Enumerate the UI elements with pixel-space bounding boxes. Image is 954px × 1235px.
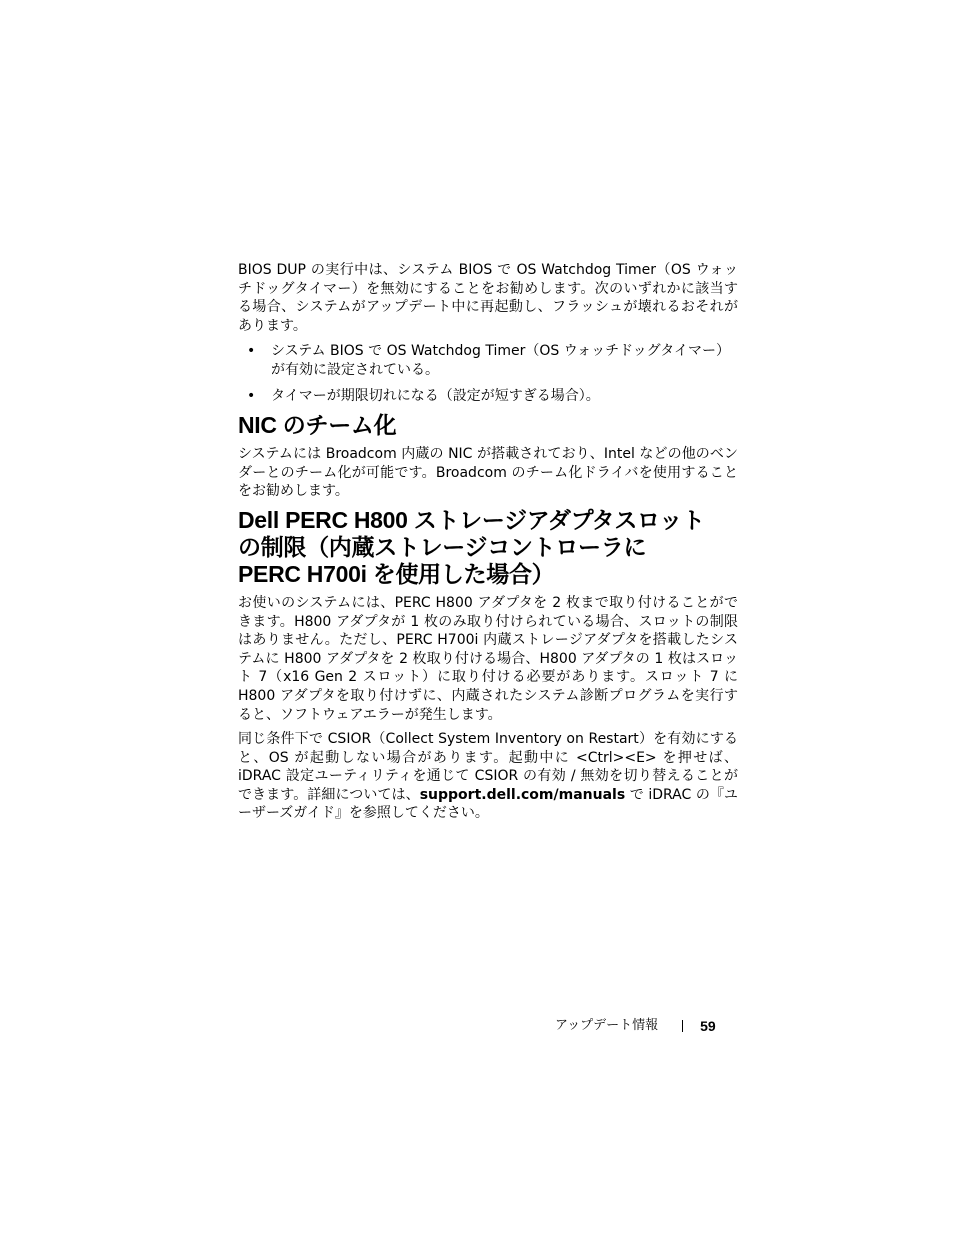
perc-paragraph-2	[238, 730, 738, 823]
bullet-text: システム BIOS で OS Watchdog Timer（OS ウォッチドッグタイマー）が有効に設定されている。	[271, 343, 731, 378]
support-url-link[interactable]: support.dell.com/manuals	[419, 786, 626, 803]
perc-paragraph-2-text-end: で iDRAC の『ユーザーズガイド』を参照してください。	[238, 786, 738, 822]
perc-heading	[238, 507, 738, 588]
list-item	[238, 387, 738, 406]
bullet-list	[238, 342, 738, 405]
perc-heading-line: PERC H700i を使用した場合）	[238, 560, 555, 587]
bullet-icon: •	[247, 343, 256, 360]
list-item	[238, 342, 738, 379]
perc-paragraph-2-text: 同じ条件下で CSIOR（Collect System Inventory on Restart）を有効にすると、OS が起動しない場合があります。起動中に <Ctrl><E> を押せば、iDRAC 設定ユーティリティを通じて CSIOR の有効 / 無効を切り替えることができます。詳細については、	[238, 731, 738, 803]
perc-paragraph-1: お使いのシステムには、PERC H800 アダプタを 2 枚まで取り付けることができます。H800 アダプタが 1 枚のみ取り付けられている場合、スロットの制限はありません。ただし、PERC H700i 内蔵ストレージアダプタを搭載したシステムに H800 アダプタを 2 枚取り付ける場合、H800 アダプタの 1 枚はスロット 7（x16 Gen 2 スロット）に取り付ける必要があります。スロット 7 に H800 アダプタを取り付けずに、内蔵されたシステム診断プログラムを実行すると、ソフトウェアエラーが発生します。	[238, 594, 738, 723]
footer-divider	[682, 1020, 683, 1032]
intro-paragraph: BIOS DUP の実行中は、システム BIOS で OS Watchdog Timer（OS ウォッチドッグタイマー）を無効にすることをお勧めします。次のいずれかに該当する場合、システムがアップデート中に再起動し、フラッシュが壊れるおそれがあります。	[238, 262, 738, 334]
footer-section-title: アップデート情報	[555, 1018, 659, 1033]
perc-heading-line: の制限（内蔵ストレージコントローラに	[238, 533, 647, 560]
nic-heading: NIC のチーム化	[238, 412, 397, 439]
perc-heading-line: Dell PERC H800 ストレージアダプタスロット	[238, 506, 705, 533]
nic-paragraph: システムには Broadcom 内蔵の NIC が搭載されており、Intel などの他のベンダーとのチーム化が可能です。Broadcom のチーム化ドライバを使用することをお勧めします。	[238, 446, 738, 500]
bullet-icon: •	[247, 387, 256, 404]
page-number: 59	[700, 1018, 716, 1034]
page-content	[238, 261, 738, 829]
page-footer	[555, 1017, 735, 1035]
bullet-text: タイマーが期限切れになる（設定が短すぎる場合）。	[271, 387, 600, 404]
